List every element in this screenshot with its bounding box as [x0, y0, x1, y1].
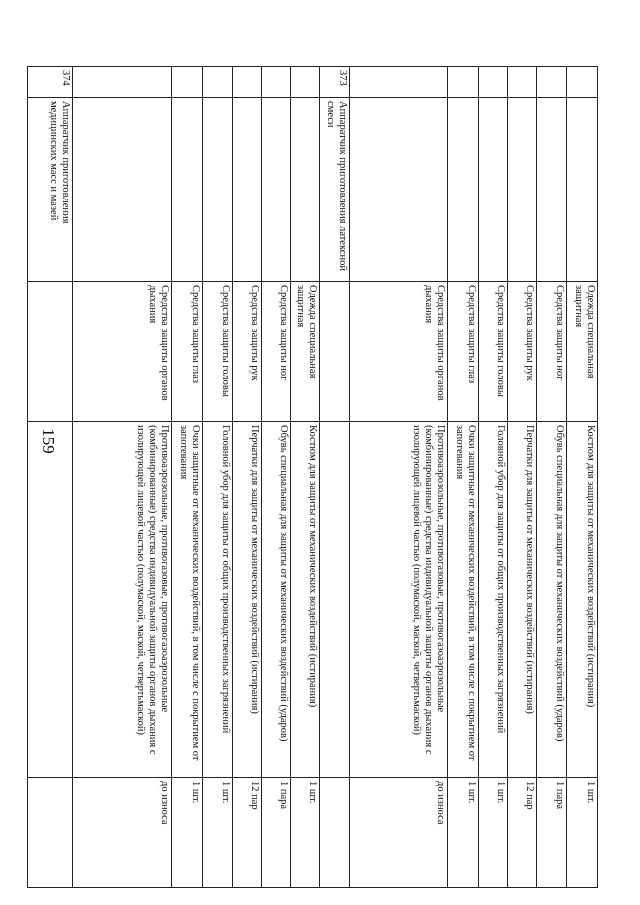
table-row	[448, 67, 479, 888]
cell-profession: Аппаратчик приготовления медицинских масс и мазей	[28, 98, 73, 282]
cell-category: Средства защиты рук	[508, 282, 537, 422]
cell-num	[448, 67, 479, 98]
cell-profession	[291, 98, 320, 282]
cell-item	[28, 422, 73, 778]
table-row	[28, 67, 73, 888]
table-row	[291, 67, 320, 888]
table-row	[350, 67, 448, 888]
cell-norm: 1 шт.	[448, 778, 479, 888]
cell-profession	[350, 98, 448, 282]
cell-category	[28, 282, 73, 422]
cell-item: Очки защитные от механических воздействий, в том числе с покрытием от запотевания	[172, 422, 203, 778]
cell-norm: до износа	[73, 778, 172, 888]
cell-norm: 1 шт.	[203, 778, 233, 888]
cell-profession	[448, 98, 479, 282]
table-row	[479, 67, 508, 888]
table-row	[203, 67, 233, 888]
cell-num: 373	[320, 67, 350, 98]
cell-num	[291, 67, 320, 98]
cell-norm: 1 пара	[537, 778, 567, 888]
cell-num	[508, 67, 537, 98]
cell-category: Средства защиты органов дыхания	[350, 282, 448, 422]
cell-item: Обувь специальная для защиты от механических воздействий (ударов)	[537, 422, 567, 778]
cell-category: Средства защиты глаз	[172, 282, 203, 422]
cell-profession	[203, 98, 233, 282]
cell-category: Одежда специальная защитная	[291, 282, 320, 422]
table-row	[537, 67, 567, 888]
cell-num	[537, 67, 567, 98]
cell-profession: Аппаратчик приготовления латексной смеси	[320, 98, 350, 282]
table-row	[567, 67, 598, 888]
cell-item: Очки защитные от механических воздействий, в том числе с покрытием от запотевания	[448, 422, 479, 778]
cell-category: Средства защиты рук	[233, 282, 262, 422]
cell-category: Одежда специальная защитная	[567, 282, 598, 422]
cell-profession	[567, 98, 598, 282]
cell-norm: 1 шт.	[172, 778, 203, 888]
cell-category	[320, 282, 350, 422]
cell-num	[73, 67, 172, 98]
cell-num	[203, 67, 233, 98]
cell-norm: 12 пар	[233, 778, 262, 888]
cell-category: Средства защиты глаз	[448, 282, 479, 422]
cell-num: 374	[28, 67, 73, 98]
cell-profession	[172, 98, 203, 282]
cell-item: Обувь специальная для защиты от механических воздействий (ударов)	[262, 422, 291, 778]
cell-norm: 1 шт.	[479, 778, 508, 888]
cell-norm: до износа	[350, 778, 448, 888]
cell-item: Головной убор для защиты от общих производственных загрязнений	[479, 422, 508, 778]
page-number: 159	[39, 428, 58, 454]
cell-item: Противоаэрозольные, противогазовые, противогазоаэрозольные (комбинированные) средства индивидуальной защиты органов дыхания с изолирующей лицевой частью (полумаской, маской, четвертьмаской)	[73, 422, 172, 778]
cell-category: Средства защиты головы	[203, 282, 233, 422]
table-row	[320, 67, 350, 888]
cell-item: Противоаэрозольные, противогазовые, противогазоаэрозольные (комбинированные) средства индивидуальной защиты органов дыхания с изолирующей лицевой частью (полумаской, маской, четвертьмаской)	[350, 422, 448, 778]
cell-num	[233, 67, 262, 98]
cell-profession	[479, 98, 508, 282]
cell-num	[262, 67, 291, 98]
cell-norm: 1 пара	[262, 778, 291, 888]
cell-norm	[28, 778, 73, 888]
cell-category: Средства защиты органов дыхания	[73, 282, 172, 422]
table-body	[28, 67, 598, 888]
cell-item: Костюм для защиты от механических воздействий (истирания)	[567, 422, 598, 778]
table-row	[508, 67, 537, 888]
cell-item: Перчатки для защиты от механических воздействий (истирания)	[233, 422, 262, 778]
cell-item: Костюм для защиты от механических воздействий (истирания)	[291, 422, 320, 778]
cell-profession	[262, 98, 291, 282]
cell-category: Средства защиты ног	[262, 282, 291, 422]
cell-item: Головной убор для защиты от общих производственных загрязнений	[203, 422, 233, 778]
table-row	[233, 67, 262, 888]
table-row	[172, 67, 203, 888]
cell-category: Средства защиты головы	[479, 282, 508, 422]
cell-norm: 1 шт.	[567, 778, 598, 888]
table-row	[262, 67, 291, 888]
cell-num	[172, 67, 203, 98]
cell-item: Перчатки для защиты от механических воздействий (истирания)	[508, 422, 537, 778]
cell-num	[350, 67, 448, 98]
cell-profession	[537, 98, 567, 282]
cell-profession	[508, 98, 537, 282]
cell-item	[320, 422, 350, 778]
cell-num	[479, 67, 508, 98]
cell-num	[567, 67, 598, 98]
cell-norm	[320, 778, 350, 888]
cell-category: Средства защиты ног	[537, 282, 567, 422]
cell-norm: 12 пар	[508, 778, 537, 888]
table-row	[73, 67, 172, 888]
cell-profession	[73, 98, 172, 282]
cell-norm: 1 шт.	[291, 778, 320, 888]
cell-profession	[233, 98, 262, 282]
ppe-norms-table	[27, 66, 598, 888]
